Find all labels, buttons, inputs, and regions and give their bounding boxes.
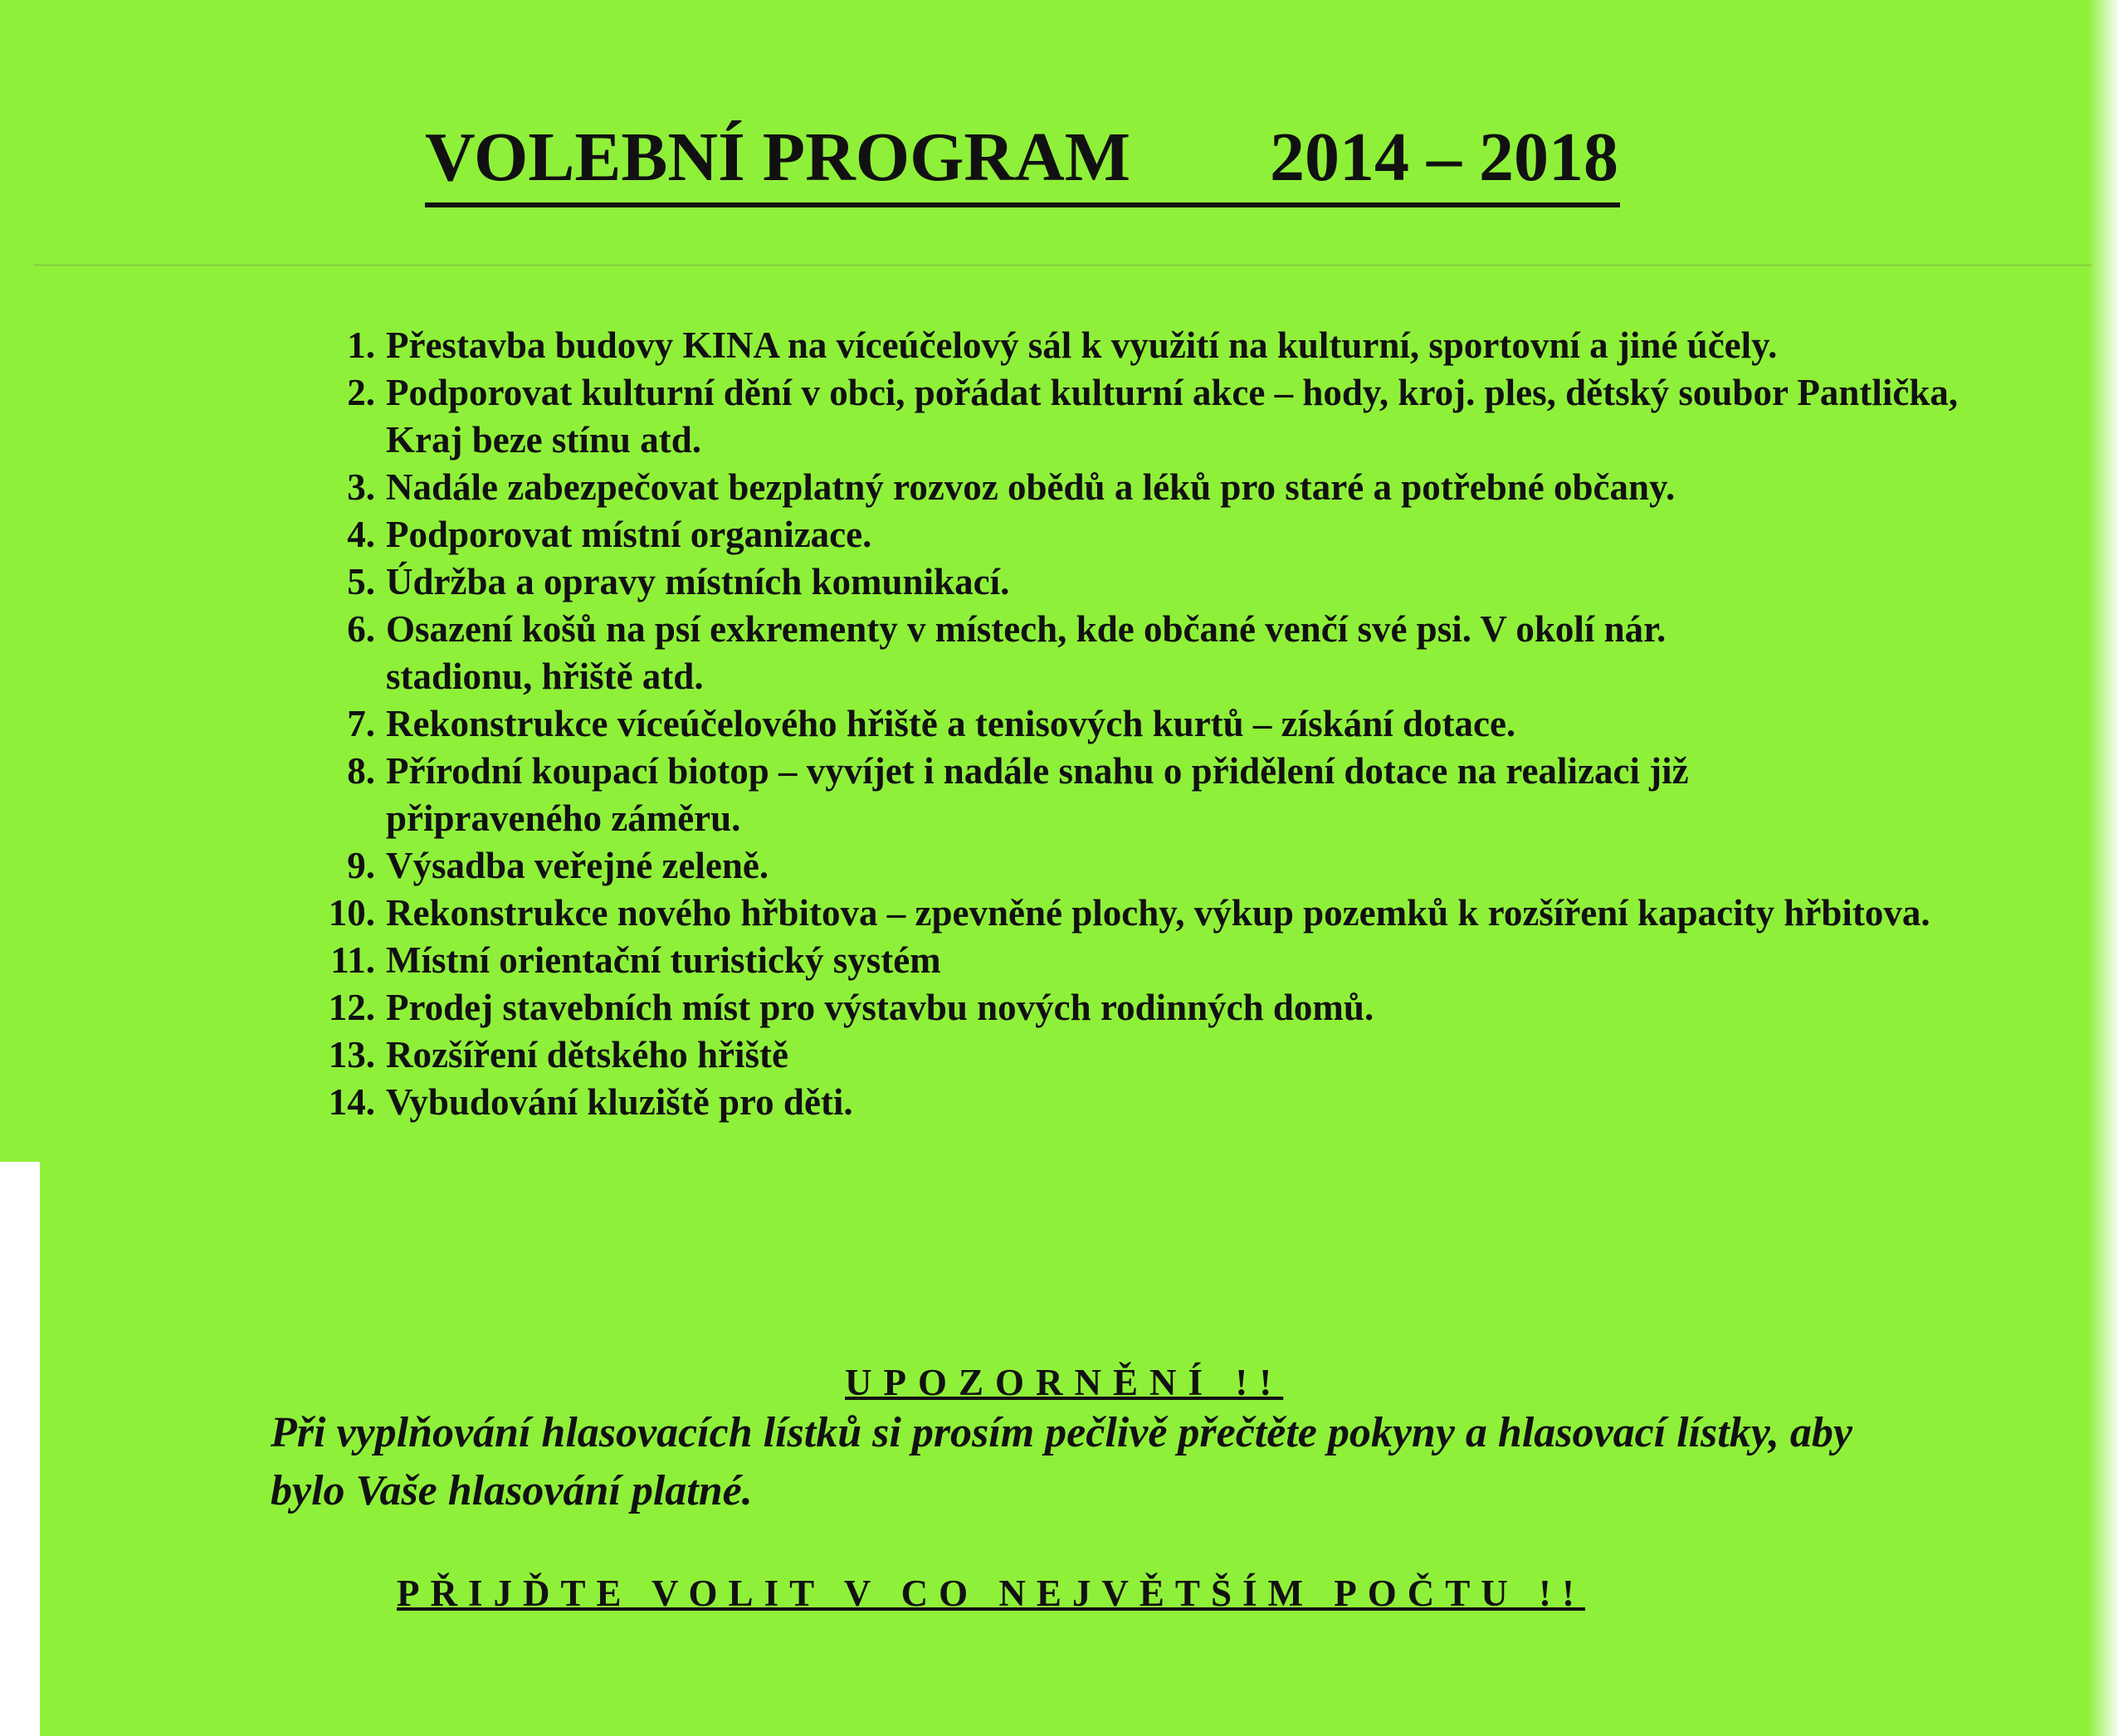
- page-title: [425, 116, 1620, 207]
- program-item: [307, 606, 1984, 700]
- scan-edge-left: [0, 1162, 40, 1736]
- scan-edge-right: [2088, 0, 2118, 1736]
- item-text: Vybudování kluziště pro děti.: [386, 1081, 853, 1123]
- item-text: Prodej stavebních míst pro výstavbu nových rodinných domů.: [386, 987, 1374, 1028]
- program-item: [307, 937, 1984, 984]
- item-number: 8.: [347, 750, 375, 792]
- title-label: VOLEBNÍ PROGRAM: [425, 119, 1131, 196]
- item-number: 14.: [328, 1081, 375, 1123]
- item-text: Výsadba veřejné zeleně.: [386, 845, 769, 886]
- program-item: [307, 748, 1984, 842]
- program-item: [307, 700, 1984, 748]
- program-item: [307, 842, 1984, 890]
- item-number: 12.: [328, 987, 375, 1028]
- item-number: 10.: [328, 892, 375, 934]
- item-number: 2.: [347, 372, 375, 413]
- item-text: Údržba a opravy místních komunikací.: [386, 561, 1010, 602]
- title-years: 2014 – 2018: [1270, 119, 1618, 196]
- item-text: Místní orientační turistický systém: [386, 939, 941, 981]
- program-item: [307, 984, 1984, 1031]
- program-item: [307, 369, 1984, 464]
- program-item: [307, 1079, 1984, 1126]
- item-number: 5.: [347, 561, 375, 602]
- item-number: 6.: [347, 608, 375, 650]
- item-text: Podporovat místní organizace.: [386, 514, 872, 555]
- item-number: 7.: [347, 703, 375, 744]
- item-text: Nadále zabezpečovat bezplatný rozvoz obědů a léků pro staré a potřebné občany.: [386, 466, 1676, 508]
- notice-heading: UPOZORNĚNÍ !!: [845, 1362, 1284, 1403]
- paper-fold-line: [33, 264, 2091, 266]
- program-item: [307, 464, 1984, 511]
- item-text: Přírodní koupací biotop – vyvíjet i nadále snahu o přidělení dotace na realizaci již připraveného záměru.: [386, 750, 1689, 839]
- program-list: [307, 322, 1984, 1126]
- item-text: Podporovat kulturní dění v obci, pořádat kulturní akce – hody, kroj. ples, dětský soubor Pantlička, Kraj beze stínu atd.: [386, 372, 1959, 461]
- item-number: 9.: [347, 845, 375, 886]
- notice-text: Při vyplňování hlasovacích lístků si prosím pečlivě přečtěte pokyny a hlasovací lístky, aby bylo Vaše hlasování platné.: [271, 1409, 1852, 1514]
- program-item: [307, 558, 1984, 606]
- item-text: Rekonstrukce víceúčelového hřiště a tenisových kurtů – získání dotace.: [386, 703, 1516, 744]
- program-item: [307, 1031, 1984, 1079]
- item-number: 3.: [347, 466, 375, 508]
- item-text: Osazení košů na psí exkrementy v místech, kde občané venčí své psi. V okolí nár. stadionu, hřiště atd.: [386, 608, 1667, 697]
- item-number: 11.: [330, 939, 375, 981]
- program-item: [307, 322, 1984, 369]
- item-text: Přestavba budovy KINA na víceúčelový sál k využití na kulturní, sportovní a jiné účely.: [386, 324, 1778, 366]
- vote-callout: PŘIJĎTE VOLIT V CO NEJVĚTŠÍM POČTU !!: [397, 1573, 1585, 1614]
- program-item: [307, 511, 1984, 558]
- item-text: Rekonstrukce nového hřbitova – zpevněné plochy, výkup pozemků k rozšíření kapacity hřbitova.: [386, 892, 1930, 934]
- program-item: [307, 890, 1984, 937]
- item-number: 4.: [347, 514, 375, 555]
- item-number: 13.: [328, 1034, 375, 1075]
- item-text: Rozšíření dětského hřiště: [386, 1034, 788, 1075]
- item-number: 1.: [347, 324, 375, 366]
